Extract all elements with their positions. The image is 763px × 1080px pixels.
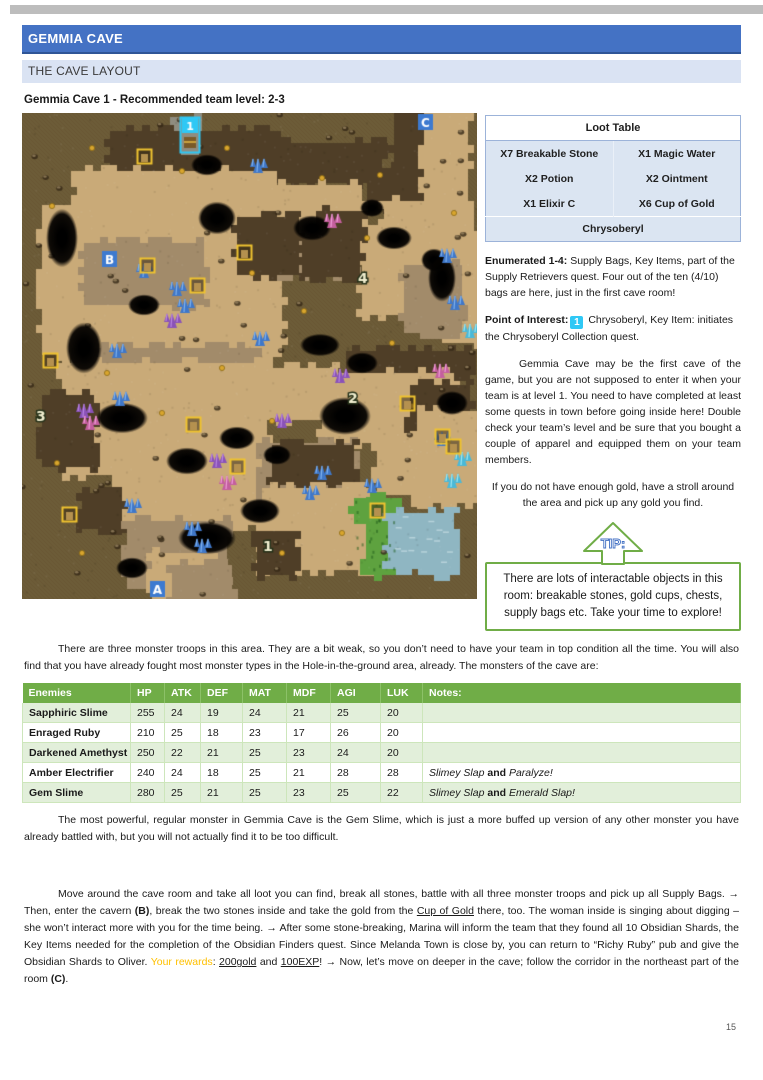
enemies-column-header: Enemies [23, 683, 131, 703]
loot-row [486, 166, 741, 191]
enemy-row [23, 723, 741, 743]
monsters-paragraph [24, 641, 739, 675]
enemy-stat: 22 [381, 783, 423, 803]
enemy-stat: 26 [331, 723, 381, 743]
sidebar-column [485, 115, 741, 631]
enemy-stat: 25 [243, 743, 287, 763]
text-segment: . [65, 973, 69, 985]
cave-advice-paragraph: Gemmia Cave may be the first cave of the game, but you are not supposed to enter it when your team is at level 1. You need to have completed at least some quests in town before going inside here! Double check your team’s level and be sure that you bought a couple of apparel and equipped them on your team members. [485, 358, 741, 466]
gold-advice-paragraph: If you do not have enough gold, have a stroll around the area and pick up any gold you find. [491, 481, 735, 509]
loot-table-body [486, 141, 741, 217]
enemy-stat: 25 [331, 783, 381, 803]
text-segment: Move around the cave room and take all loot you can find, break all stones, battle with all three monster troops and pick up all Supply Bags. → Then, enter the cavern [24, 888, 739, 917]
cave-map-panel [22, 113, 477, 599]
walkthrough-paragraph [24, 886, 739, 988]
enemy-stat: 210 [131, 723, 165, 743]
enemies-header-row [23, 683, 741, 703]
enemy-notes [423, 743, 741, 763]
enemy-stat: 21 [287, 763, 331, 783]
loot-table-footer: Chrysoberyl [486, 217, 741, 242]
enemies-column-header: LUK [381, 683, 423, 703]
enemy-name: Enraged Ruby [23, 723, 131, 743]
text-segment: (B) [134, 905, 150, 917]
enemies-column-header: DEF [201, 683, 243, 703]
loot-row [486, 191, 741, 217]
enemy-row [23, 743, 741, 763]
section-heading: GEMMIA CAVE [22, 25, 741, 54]
text-segment: There are three monster troops in this area. They are a bit weak, so you don’t need to have your team in top condition all the time. You will also find that you have already fought most monster types in the Hole-in-the-ground area, already. The monsters of the cave are: [24, 643, 739, 672]
tip-arrow-icon [576, 521, 650, 565]
enemy-stat: 23 [287, 783, 331, 803]
text-segment: 200gold [219, 956, 257, 968]
tip-box: There are lots of interactable objects in this room: breakable stones, gold cups, chests, supply bags etc. Take your time to explore! [485, 562, 741, 631]
text-segment: (C) [50, 973, 66, 985]
poi-label: Point of Interest: [485, 314, 569, 326]
cave-map-image [22, 113, 477, 599]
enemy-stat: 18 [201, 763, 243, 783]
enemy-stat: 18 [201, 723, 243, 743]
enemies-column-header: HP [131, 683, 165, 703]
enemy-stat: 280 [131, 783, 165, 803]
enemies-column-header: MAT [243, 683, 287, 703]
enemy-stat: 24 [331, 743, 381, 763]
enemy-stat: 19 [201, 703, 243, 723]
loot-item: X7 Breakable Stone [486, 141, 614, 167]
text-segment: , break the two stones inside and take the gold from the [149, 905, 417, 917]
enemy-stat: 250 [131, 743, 165, 763]
loot-row [486, 141, 741, 167]
loot-table-title: Loot Table [486, 116, 741, 141]
previous-page-edge [10, 5, 763, 14]
text-segment: The most powerful, regular monster in Gemmia Cave is the Gem Slime, which is just a more buffed up version of any other monster you have already battled with, but you will not actually find it to be too difficult. [24, 814, 739, 843]
enemy-stat: 24 [165, 763, 201, 783]
point-of-interest-note [485, 312, 741, 345]
enemy-stat: 25 [165, 723, 201, 743]
enemy-stat: 28 [331, 763, 381, 783]
enemy-name: Darkened Amethyst [23, 743, 131, 763]
loot-item: X2 Potion [486, 166, 614, 191]
enemy-stat: 20 [381, 743, 423, 763]
gem-slime-paragraph [24, 812, 739, 846]
enemy-stat: 21 [201, 743, 243, 763]
enemy-name: Amber Electrifier [23, 763, 131, 783]
enemy-stat: 20 [381, 723, 423, 743]
enemy-stat: 25 [243, 783, 287, 803]
enemy-name: Sapphiric Slime [23, 703, 131, 723]
enemy-stat: 25 [165, 783, 201, 803]
enemy-stat: 21 [287, 703, 331, 723]
enemy-stat: 240 [131, 763, 165, 783]
two-column-layout [22, 113, 741, 631]
enemies-table [22, 683, 741, 803]
text-segment: ! → Now, let’s move on deeper in the cave; follow the corridor in the northeast part of the room [24, 956, 739, 985]
chrysoberyl-marker-icon: 1 [570, 316, 583, 329]
loot-table [485, 115, 741, 242]
enemy-notes: Slimey Slap and Emerald Slap! [423, 783, 741, 803]
enemy-stat: 24 [165, 703, 201, 723]
enemies-column-header: ATK [165, 683, 201, 703]
text-segment: Supply Bags, Key Items, part of the Supply Retrievers quest. Four out of the ten (4/10) bags are here, just in the first cave room! [485, 255, 735, 299]
loot-item: X2 Ointment [613, 166, 741, 191]
loot-item: X1 Elixir C [486, 191, 614, 217]
enemy-row [23, 783, 741, 803]
text-segment: 100EXP [280, 956, 320, 968]
enemies-column-header: Notes: [423, 683, 741, 703]
enemy-stat: 22 [165, 743, 201, 763]
enemy-stat: 23 [243, 723, 287, 743]
text-segment: Your rewards [150, 956, 213, 968]
enemy-notes [423, 703, 741, 723]
enemy-stat: 20 [381, 703, 423, 723]
text-segment: Enumerated 1-4: [485, 255, 568, 267]
enemy-stat: 24 [243, 703, 287, 723]
enemy-notes [423, 723, 741, 743]
spacer [22, 846, 741, 876]
enemy-stat: 23 [287, 743, 331, 763]
poi-text: Chrysoberyl, Key Item: initiates the Chrysoberyl Collection quest. [485, 314, 734, 343]
page-number: 15 [725, 1022, 736, 1032]
enemies-table-body [23, 703, 741, 803]
subsection-heading: THE CAVE LAYOUT [22, 60, 741, 83]
text-segment: and [256, 956, 281, 968]
enemies-column-header: AGI [331, 683, 381, 703]
enemy-stat: 17 [287, 723, 331, 743]
enemy-row [23, 763, 741, 783]
loot-item: X6 Cup of Gold [613, 191, 741, 217]
enemy-stat: 25 [243, 763, 287, 783]
enemy-notes: Slimey Slap and Paralyze! [423, 763, 741, 783]
tip-label: TIP: [600, 536, 626, 551]
loot-item: X1 Magic Water [613, 141, 741, 167]
enumerated-note [485, 253, 741, 301]
enemy-stat: 255 [131, 703, 165, 723]
text-segment: Cup of Gold [416, 905, 474, 917]
text-segment: : [212, 956, 220, 968]
enemy-stat: 21 [201, 783, 243, 803]
enemy-stat: 28 [381, 763, 423, 783]
enemy-row [23, 703, 741, 723]
text-segment: there, too. The woman inside is singing about digging – she won’t interact more with you for the time being. → After some stone-breaking, Marina will inform the team that they found all 10 Obsidian Shards, the Key Items needed for the completion of the Obsidian Finders quest. Since Melanda Town is close by, you can return to “Richy Ruby” pub and give the Obsidian Shards to Oliver. [24, 905, 740, 968]
map-title: Gemmia Cave 1 - Recommended team level: 2-3 [24, 94, 285, 106]
enemies-column-header: MDF [287, 683, 331, 703]
enemy-name: Gem Slime [23, 783, 131, 803]
enemy-stat: 25 [331, 703, 381, 723]
